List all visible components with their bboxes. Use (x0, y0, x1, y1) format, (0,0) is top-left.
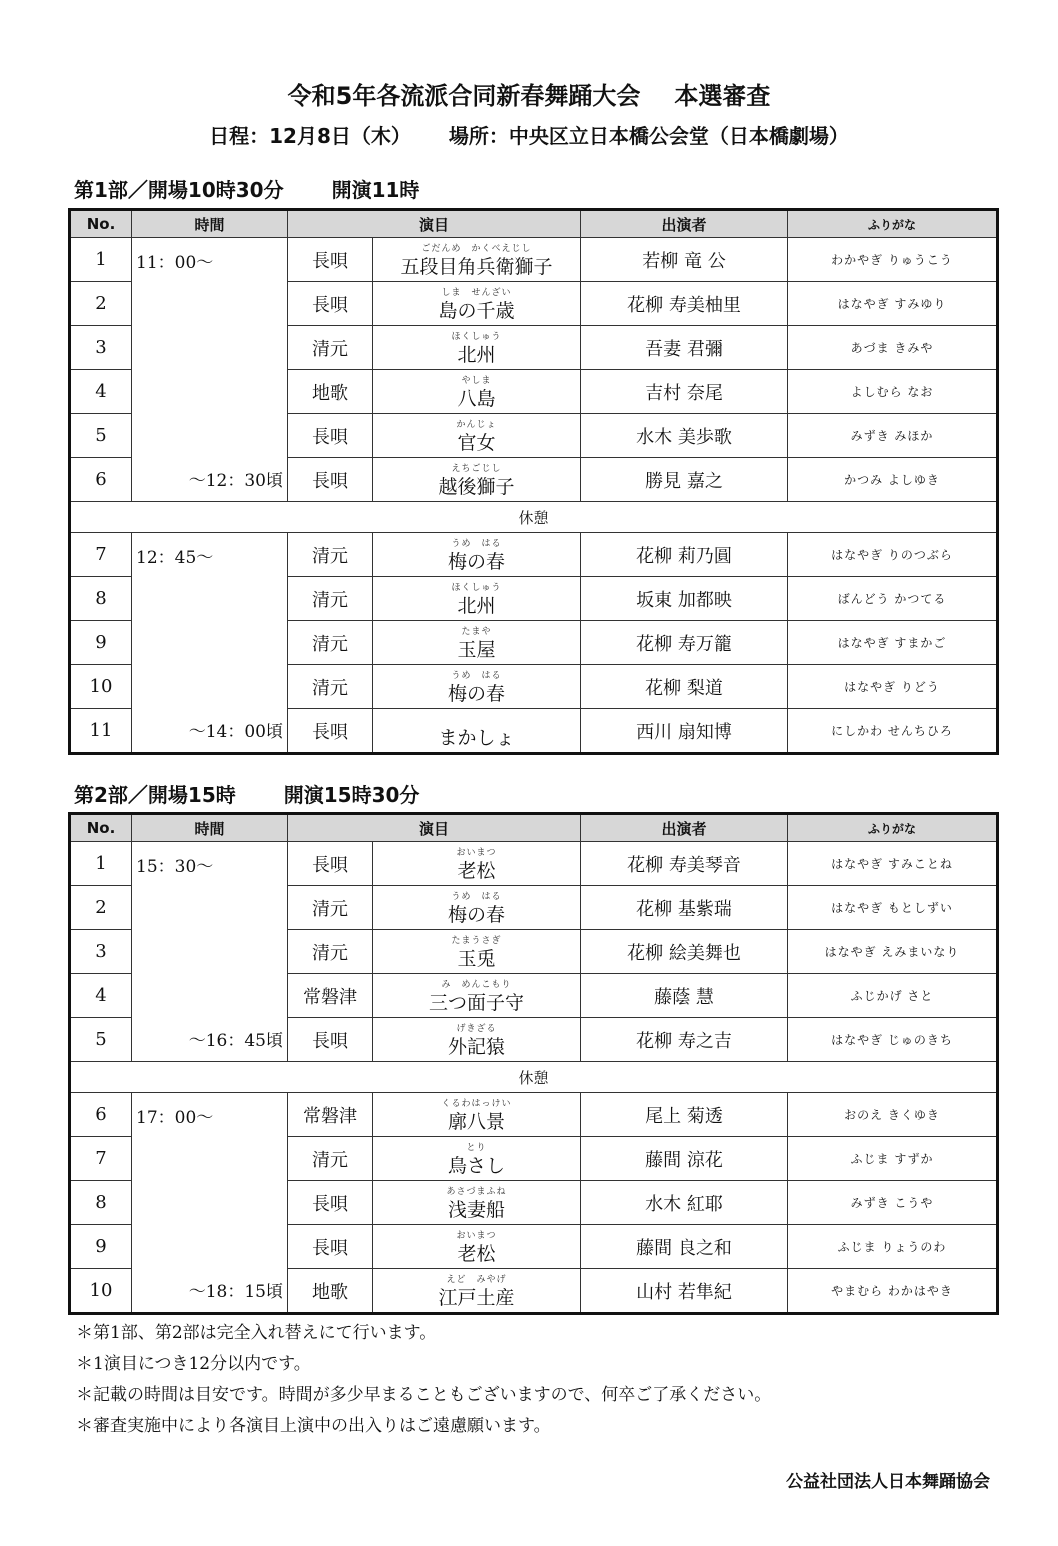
work-title (373, 370, 581, 414)
performer-furigana: はなやぎ りどう (788, 665, 998, 709)
work-ruby: うめ はる (451, 670, 502, 681)
work-name: 老松 (457, 1242, 496, 1265)
work-name: 浅妻船 (448, 1198, 506, 1221)
work-name: 官女 (457, 431, 496, 454)
notes (76, 1318, 771, 1442)
work-ruby: たまや (461, 626, 492, 637)
work-ruby: うめ はる (451, 891, 502, 902)
genre: 地歌 (288, 370, 373, 414)
row-number: 10 (70, 665, 132, 709)
table-row (70, 533, 998, 577)
row-number: 5 (70, 1018, 132, 1062)
work-ruby: たまうさぎ (451, 935, 502, 946)
work-title (373, 414, 581, 458)
performer-furigana: はなやぎ じゅのきち (788, 1018, 998, 1062)
part2-heading (74, 779, 419, 808)
work-name: 鳥さし (448, 1154, 506, 1177)
genre: 清元 (288, 886, 373, 930)
organization-name: 公益社団法人日本舞踊協会 (786, 1472, 990, 1492)
performer-furigana: ばんどう かつてる (788, 577, 998, 621)
row-number: 2 (70, 886, 132, 930)
work-name: 北州 (457, 343, 496, 366)
work-title (373, 930, 581, 974)
row-number: 9 (70, 1225, 132, 1269)
performer-name: 花柳 寿美柚里 (581, 282, 788, 326)
row-number: 7 (70, 1137, 132, 1181)
work-title (373, 621, 581, 665)
performer-name: 花柳 寿万籠 (581, 621, 788, 665)
performer-furigana: よしむら なお (788, 370, 998, 414)
performer-name: 西川 扇知博 (581, 709, 788, 754)
performer-furigana: ふじま すずか (788, 1137, 998, 1181)
performer-furigana: ふじかげ さと (788, 974, 998, 1018)
genre: 長唄 (288, 458, 373, 502)
part1-heading (74, 174, 419, 203)
col-time: 時間 (132, 210, 288, 238)
work-title (373, 1269, 581, 1314)
work-title (373, 665, 581, 709)
work-ruby: おいまつ (456, 847, 497, 858)
genre: 長唄 (288, 842, 373, 886)
work-name: 八島 (457, 387, 496, 410)
time-start: 15：30〜 (136, 857, 214, 877)
row-number: 7 (70, 533, 132, 577)
row-number: 4 (70, 974, 132, 1018)
time-slot (132, 842, 288, 1062)
performer-name: 吉村 奈尾 (581, 370, 788, 414)
note: ＊記載の時間は目安です。時間が多少早まることもございますので、何卒ご了承ください。 (76, 1385, 772, 1405)
work-title (373, 238, 581, 282)
part2-start: 開演15時30分 (283, 783, 420, 807)
performer-furigana: わかやぎ りゅうこう (788, 238, 998, 282)
work-title (373, 1137, 581, 1181)
genre: 長唄 (288, 414, 373, 458)
work-ruby: うめ はる (451, 538, 502, 549)
work-name: 三つ面子守 (429, 991, 525, 1014)
work-name: 廓八景 (448, 1110, 506, 1133)
time-end: 〜16：45頃 (188, 1031, 283, 1051)
event-venue: 場所：中央区立日本橋公会堂（日本橋劇場） (448, 124, 849, 148)
genre: 清元 (288, 326, 373, 370)
work-ruby (373, 714, 580, 726)
col-time: 時間 (132, 814, 288, 842)
row-number: 10 (70, 1269, 132, 1314)
performer-furigana: みずき みほか (788, 414, 998, 458)
col-no: No. (70, 814, 132, 842)
time-start: 17：00〜 (136, 1108, 214, 1128)
performer-furigana: はなやぎ すまかご (788, 621, 998, 665)
note: ＊1演目につき12分以内です。 (76, 1354, 311, 1374)
genre: 清元 (288, 665, 373, 709)
performer-furigana: やまむら わかはやき (788, 1269, 998, 1314)
performer-furigana: ふじま りょうのわ (788, 1225, 998, 1269)
event-title: 令和5年各流派合同新春舞踊大会 (287, 82, 641, 110)
performer-name: 花柳 梨道 (581, 665, 788, 709)
genre: 長唄 (288, 1225, 373, 1269)
work-title (373, 577, 581, 621)
row-number: 8 (70, 1181, 132, 1225)
table-header-row (70, 210, 998, 238)
row-number: 5 (70, 414, 132, 458)
row-number: 6 (70, 1093, 132, 1137)
row-number: 3 (70, 326, 132, 370)
performer-name: 花柳 基紫瑞 (581, 886, 788, 930)
work-title (373, 1181, 581, 1225)
row-number: 3 (70, 930, 132, 974)
work-title (373, 1225, 581, 1269)
genre: 長唄 (288, 1018, 373, 1062)
performer-furigana: はなやぎ りのつぶら (788, 533, 998, 577)
event-date: 日程：12月8日（木） (209, 124, 411, 148)
work-title (373, 1093, 581, 1137)
genre: 清元 (288, 577, 373, 621)
work-name: 江戸土産 (438, 1286, 515, 1309)
work-name: 外記猿 (448, 1035, 506, 1058)
part1-schedule-table (68, 208, 999, 755)
page-title (0, 76, 1058, 111)
col-performer: 出演者 (581, 814, 788, 842)
time-slot (132, 238, 288, 502)
genre: 地歌 (288, 1269, 373, 1314)
work-name: まかしょ (438, 726, 515, 749)
time-start: 12：45〜 (136, 548, 214, 568)
work-ruby: えちごじし (451, 463, 502, 474)
performer-name: 吾妻 君彌 (581, 326, 788, 370)
work-ruby: あさづまふね (446, 1186, 507, 1197)
work-title (373, 974, 581, 1018)
performer-name: 花柳 寿之吉 (581, 1018, 788, 1062)
genre: 清元 (288, 1137, 373, 1181)
break-row (70, 1062, 998, 1093)
genre: 常磐津 (288, 1093, 373, 1137)
performer-furigana: にしかわ せんちひろ (788, 709, 998, 754)
performer-furigana: はなやぎ すみゆり (788, 282, 998, 326)
col-work: 演目 (288, 210, 581, 238)
work-name: 梅の春 (448, 550, 506, 573)
event-info (0, 120, 1058, 149)
row-number: 2 (70, 282, 132, 326)
work-name: 北州 (457, 594, 496, 617)
table-row (70, 238, 998, 282)
part2-schedule-table (68, 812, 999, 1315)
performer-furigana: はなやぎ もとしずい (788, 886, 998, 930)
table-header-row (70, 814, 998, 842)
performer-name: 藤間 涼花 (581, 1137, 788, 1181)
row-number: 11 (70, 709, 132, 754)
note: ＊第1部、第2部は完全入れ替えにて行います。 (76, 1323, 437, 1343)
work-ruby: やしま (461, 375, 492, 386)
work-title (373, 326, 581, 370)
performer-furigana: みずき こうや (788, 1181, 998, 1225)
work-title (373, 282, 581, 326)
time-end: 〜14：00頃 (188, 722, 283, 742)
col-performer: 出演者 (581, 210, 788, 238)
work-name: 五段目角兵衛獅子 (400, 255, 553, 278)
work-ruby: かんじょ (456, 419, 497, 430)
genre: 長唄 (288, 238, 373, 282)
row-number: 9 (70, 621, 132, 665)
work-title (373, 533, 581, 577)
work-ruby: えど みやげ (446, 1274, 507, 1285)
row-number: 1 (70, 238, 132, 282)
performer-furigana: あづま きみや (788, 326, 998, 370)
performer-name: 水木 美歩歌 (581, 414, 788, 458)
genre: 清元 (288, 621, 373, 665)
performer-name: 尾上 菊透 (581, 1093, 788, 1137)
performer-name: 勝見 嘉之 (581, 458, 788, 502)
work-title (373, 458, 581, 502)
performer-name: 藤蔭 慧 (581, 974, 788, 1018)
performer-furigana: かつみ よしゆき (788, 458, 998, 502)
genre: 常磐津 (288, 974, 373, 1018)
break-label: 休憩 (70, 502, 998, 533)
work-ruby: げきざる (456, 1023, 497, 1034)
time-slot (132, 533, 288, 754)
time-start: 11：00〜 (136, 253, 214, 273)
break-row (70, 502, 998, 533)
row-number: 4 (70, 370, 132, 414)
work-title (373, 1018, 581, 1062)
genre: 清元 (288, 533, 373, 577)
table-row (70, 1093, 998, 1137)
col-furigana: ふりがな (788, 210, 998, 238)
row-number: 6 (70, 458, 132, 502)
work-name: 梅の春 (448, 682, 506, 705)
work-name: 老松 (457, 859, 496, 882)
table-row (70, 842, 998, 886)
work-ruby: ほくしゅう (451, 582, 502, 593)
part1-open: 第1部／開場10時30分 (74, 178, 284, 202)
work-ruby: ごだんめ かくべえじし (421, 243, 532, 254)
part1-start: 開演11時 (331, 178, 420, 202)
genre: 長唄 (288, 282, 373, 326)
work-ruby: ほくしゅう (451, 331, 502, 342)
work-ruby: とり (466, 1142, 487, 1153)
work-title (373, 842, 581, 886)
break-label: 休憩 (70, 1062, 998, 1093)
work-name: 越後獅子 (438, 475, 515, 498)
performer-name: 花柳 絵美舞也 (581, 930, 788, 974)
work-ruby: おいまつ (456, 1230, 497, 1241)
col-work: 演目 (288, 814, 581, 842)
event-subtitle: 本選審査 (674, 82, 771, 110)
genre: 清元 (288, 930, 373, 974)
work-name: 梅の春 (448, 903, 506, 926)
row-number: 8 (70, 577, 132, 621)
genre: 長唄 (288, 709, 373, 754)
work-name: 玉屋 (457, 638, 496, 661)
time-slot (132, 1093, 288, 1314)
performer-furigana: はなやぎ すみことね (788, 842, 998, 886)
performer-name: 藤間 良之和 (581, 1225, 788, 1269)
genre: 長唄 (288, 1181, 373, 1225)
performer-furigana: はなやぎ えみまいなり (788, 930, 998, 974)
col-furigana: ふりがな (788, 814, 998, 842)
time-end: 〜12：30頃 (188, 471, 283, 491)
performer-name: 花柳 莉乃圓 (581, 533, 788, 577)
part2-open: 第2部／開場15時 (74, 783, 236, 807)
performer-name: 花柳 寿美琴音 (581, 842, 788, 886)
work-ruby: み めんこもり (441, 979, 512, 990)
row-number: 1 (70, 842, 132, 886)
performer-name: 若柳 竜 公 (581, 238, 788, 282)
work-title (373, 886, 581, 930)
performer-name: 坂東 加都映 (581, 577, 788, 621)
work-name: 島の千歳 (438, 299, 515, 322)
performer-name: 山村 若隼紀 (581, 1269, 788, 1314)
note: ＊審査実施中により各演目上演中の出入りはご遠慮願います。 (76, 1416, 551, 1436)
work-ruby: しま せんざい (441, 287, 512, 298)
work-ruby: くるわはっけい (441, 1098, 512, 1109)
col-no: No. (70, 210, 132, 238)
work-name: 玉兎 (457, 947, 496, 970)
time-end: 〜18：15頃 (188, 1282, 283, 1302)
work-title (373, 709, 581, 754)
performer-name: 水木 紅耶 (581, 1181, 788, 1225)
performer-furigana: おのえ きくゆき (788, 1093, 998, 1137)
